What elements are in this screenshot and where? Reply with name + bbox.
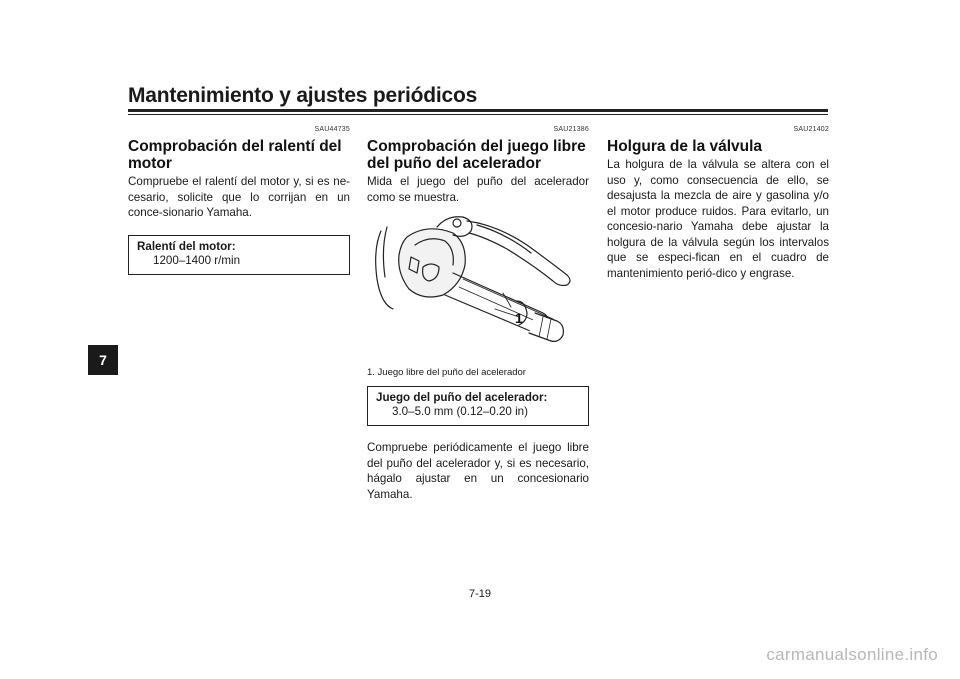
header-rule-thin xyxy=(128,114,828,115)
section-intro: Mida el juego del puño del acelerador como se muestra. xyxy=(367,175,589,204)
section-valve-clearance xyxy=(607,126,829,281)
spec-box xyxy=(367,386,589,426)
section-body: Compruebe periódicamente el juego libre del puño del acelerador y, si es necesario, hágalo ajustar en un concesionario Yamaha. xyxy=(367,441,589,501)
figure-caption: 1. Juego libre del puño del acelerador xyxy=(367,367,526,378)
figure-callout: 1 xyxy=(515,310,523,326)
chapter-tab: 7 xyxy=(88,345,118,375)
page-number: 7-19 xyxy=(468,588,492,600)
header-rule-thick xyxy=(128,109,828,112)
section-body: La holgura de la válvula se altera con el uso y, como consecuencia de ello, se desajusta la mezcla de aire y gasolina y/o el motor produce ruidos. Para evitarlo, un concesio-nario Yamaha debe ajustar la holgura de la válvula según los intervalos que se especi-fican en el cuadro de mantenimiento perió-dico y engrase. xyxy=(607,158,829,280)
section-heading: Comprobación del juego libre del puño del acelerador xyxy=(367,138,586,172)
watermark: carmanualsonline.info xyxy=(766,645,938,664)
section-throttle-play xyxy=(367,126,589,502)
section-code: SAU21402 xyxy=(793,126,829,133)
section-code: SAU44735 xyxy=(314,126,350,133)
section-body: Compruebe el ralentí del motor y, si es ne-cesario, solicite que lo corrijan en un conce-sionario Yamaha. xyxy=(128,175,350,219)
section-heading: Holgura de la válvula xyxy=(607,138,763,155)
spec-box xyxy=(128,235,350,275)
spec-value: 1200–1400 r/min xyxy=(153,253,241,267)
throttle-grip-illustration xyxy=(367,209,589,359)
spec-label: Ralentí del motor: xyxy=(137,239,236,253)
throttle-grip-drawing xyxy=(367,209,589,359)
section-heading: Comprobación del ralentí del motor xyxy=(128,138,342,172)
page-title: Mantenimiento y ajustes periódicos xyxy=(128,84,478,107)
spec-value: 3.0–5.0 mm (0.12–0.20 in) xyxy=(392,405,528,418)
section-idle-speed xyxy=(128,126,350,275)
spec-label: Juego del puño del acelerador: xyxy=(376,391,548,404)
section-code: SAU21386 xyxy=(553,126,589,133)
